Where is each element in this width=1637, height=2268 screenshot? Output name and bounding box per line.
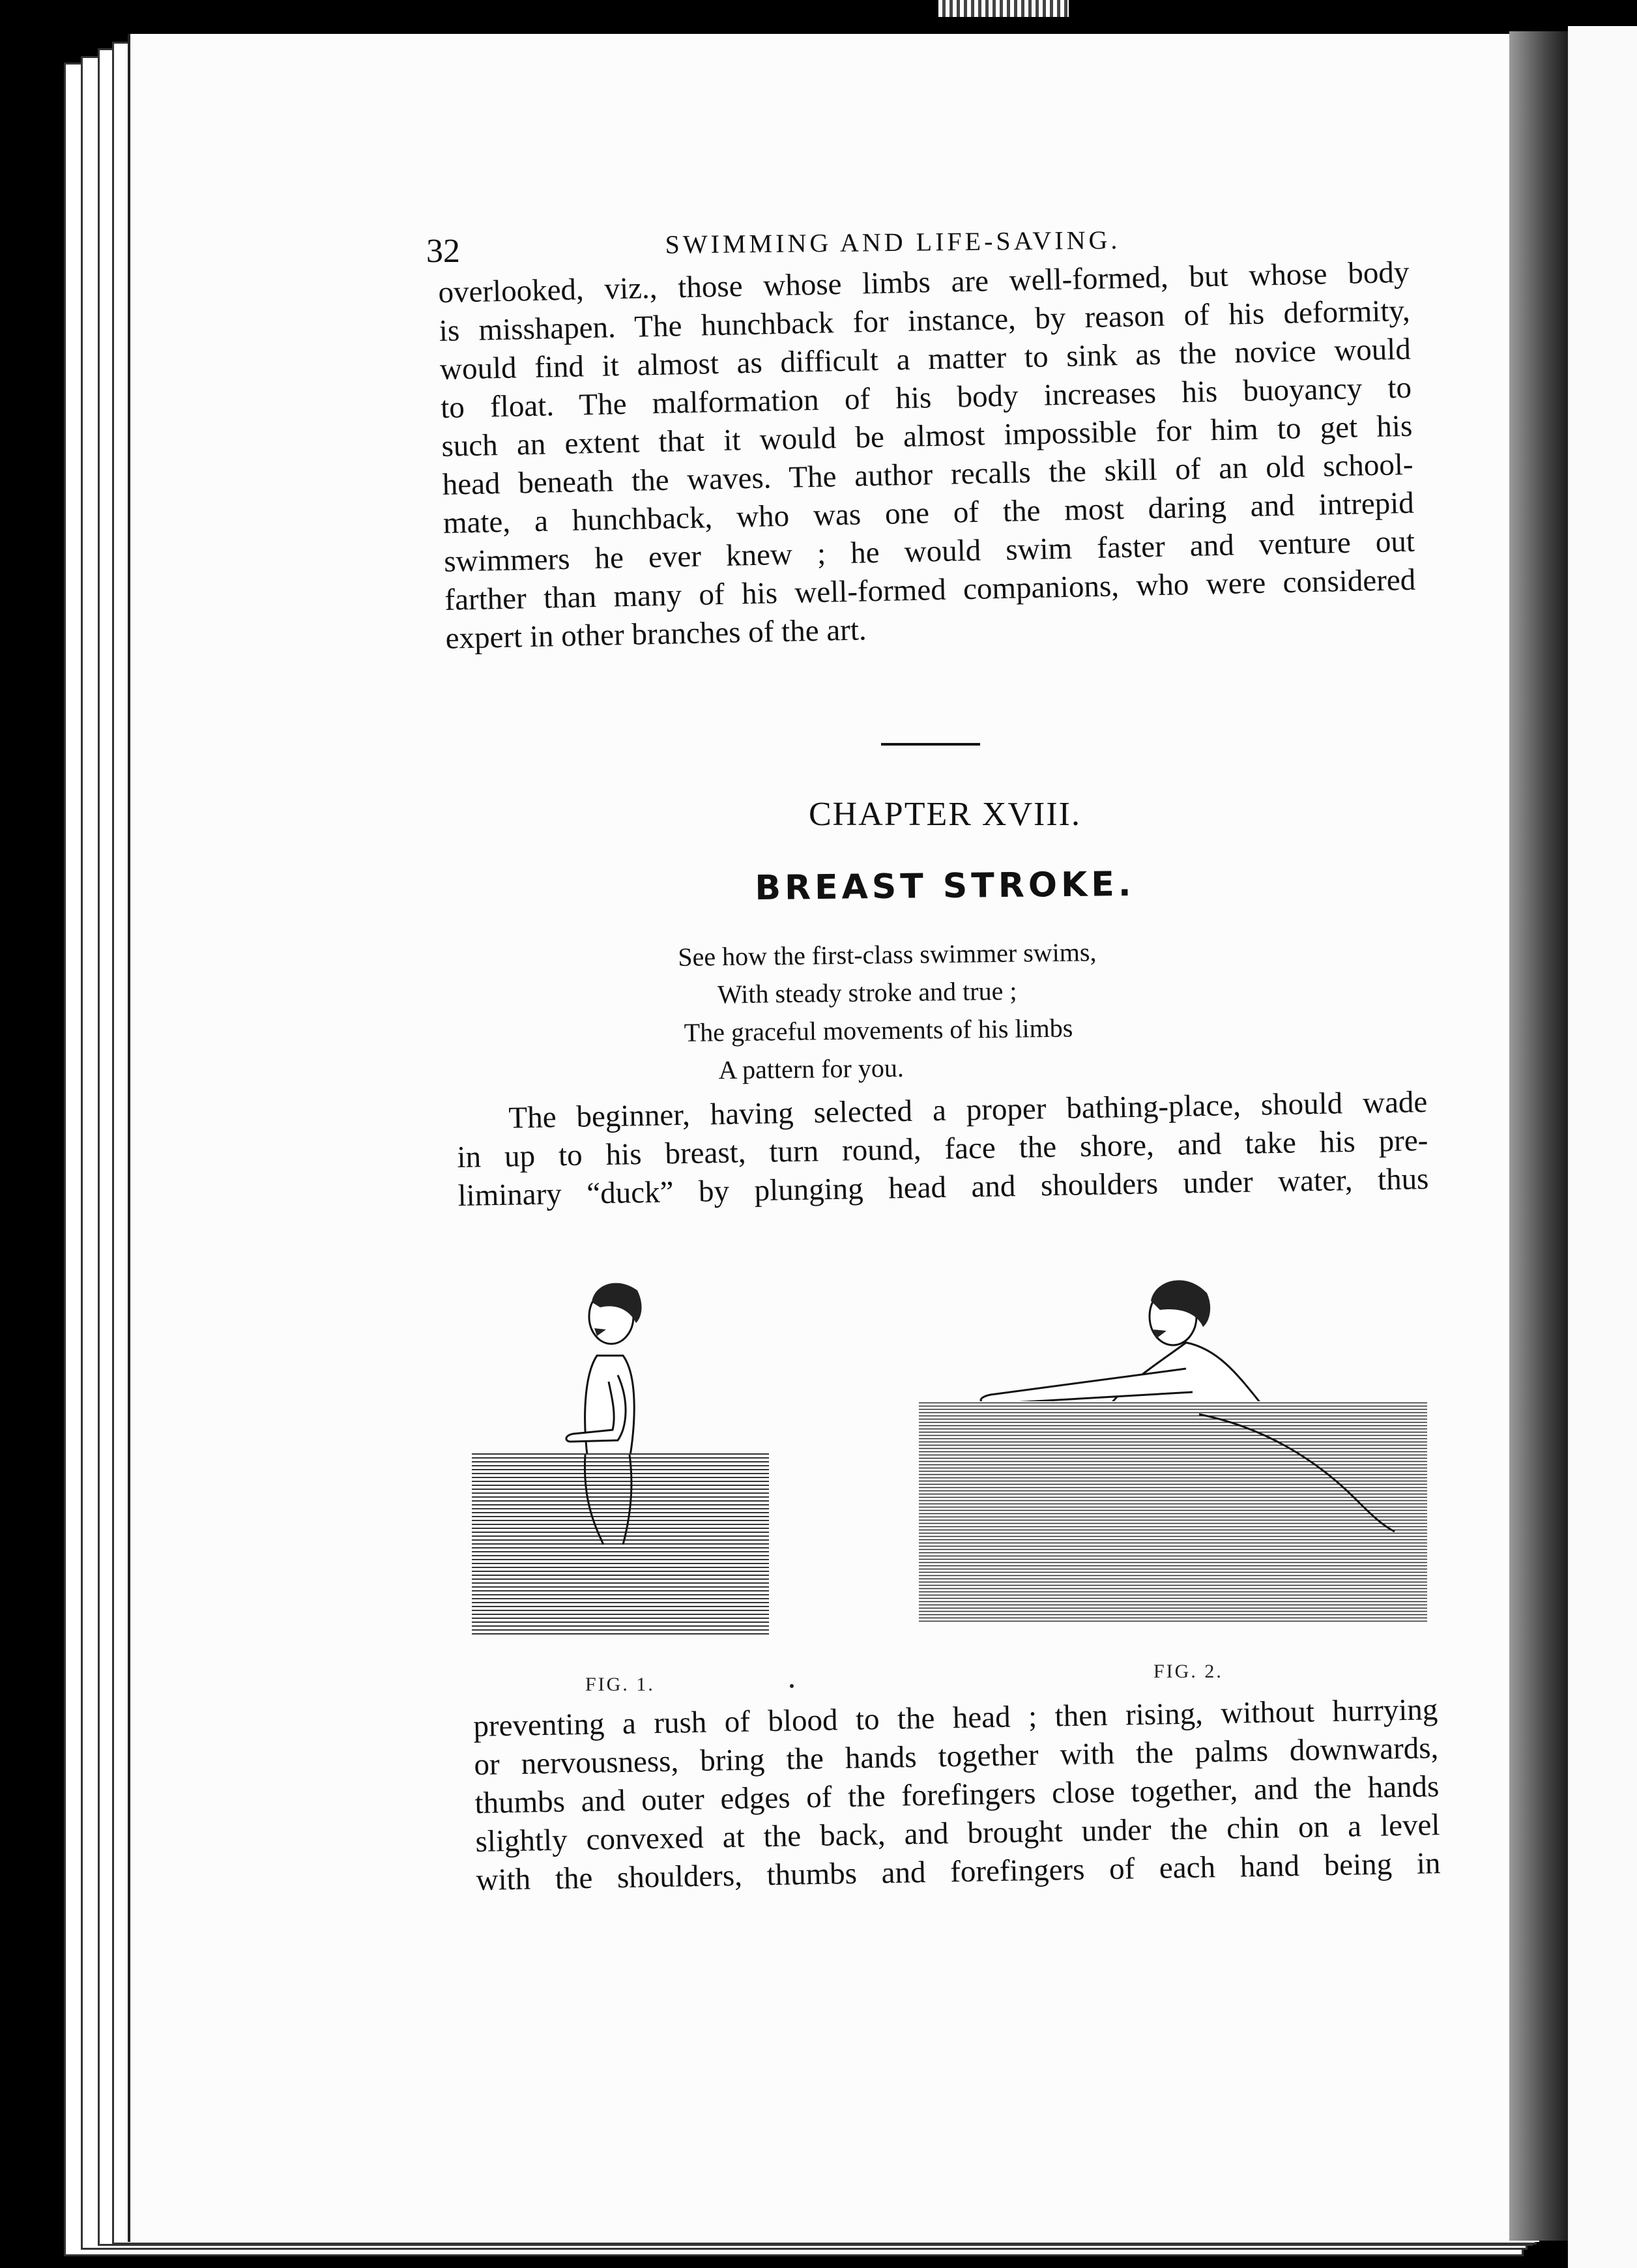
text-line: liminary “duck” by plunging head and shoulders under water, thus [457,1161,1429,1213]
chapter-title: BREAST STROKE. [755,864,1135,909]
binding-stain [938,0,1069,17]
figure-1-illustration [467,1264,773,1642]
epigraph-verse [678,933,1098,1090]
running-head: SWIMMING AND LIFE-SAVING. [665,225,1121,259]
text-line: preventing a rush of blood to the head ; then rising, without hurrying [473,1693,1438,1743]
figure-2-illustration [912,1264,1434,1629]
text-line: farther than many of his well-formed companions, who were considered [444,562,1416,617]
text-line: slightly convexed at the back, and brought under the chin on a level [475,1808,1440,1859]
page-number: 32 [426,233,460,270]
text-line: with the shoulders, thumbs and forefingers of each hand being in [476,1846,1441,1897]
text-line: The beginner, having selected a proper bathing-place, should wade [508,1084,1428,1135]
text-line: or nervousness, bring the hands together with the palms downwards, [474,1731,1439,1782]
figure-2-caption: FIG. 2. [1153,1661,1223,1682]
body-paragraph [473,1691,1441,1900]
verse-line: A pattern for you. [718,1053,905,1085]
facing-page-edge [1568,26,1637,2268]
print-speck [790,1684,794,1688]
text-line: overlooked, viz., those whose limbs are well-formed, but whose body [438,255,1410,310]
text-line: to float. The malformation of his body increases his buoyancy to [440,370,1412,425]
chapter-number: CHAPTER XVIII. [809,796,1081,833]
figure-1-caption: FIG. 1. [585,1674,655,1695]
verse-line: The graceful movements of his limbs [684,1013,1073,1047]
text-line: thumbs and outer edges of the forefingers close together, and the hands [474,1769,1440,1820]
text-line: would find it almost as difficult a matter to sink as the novice would [439,332,1412,386]
text-line: mate, a hunchback, who was one of the most daring and intrepid [442,486,1415,540]
book-gutter-shadow [1509,31,1568,2241]
text-line: head beneath the waves. The author recalls the skill of an old school- [442,447,1414,502]
text-line: expert in other branches of the art. [445,613,867,656]
intro-paragraph [438,254,1417,658]
text-line: is misshapen. The hunchback for instance, by reason of his deformity, [439,293,1411,348]
text-line: such an extent that it would be almost impossible for him to get his [441,409,1413,463]
section-divider [881,743,980,746]
verse-line: With steady stroke and true ; [717,976,1017,1010]
text-line: in up to his breast, turn round, face the shore, and take his pre- [457,1123,1428,1174]
body-paragraph [456,1083,1429,1215]
verse-line: See how the first-class swimmer swims, [678,937,1097,972]
text-line: swimmers he ever knew ; he would swim faster and venture out [443,524,1415,579]
